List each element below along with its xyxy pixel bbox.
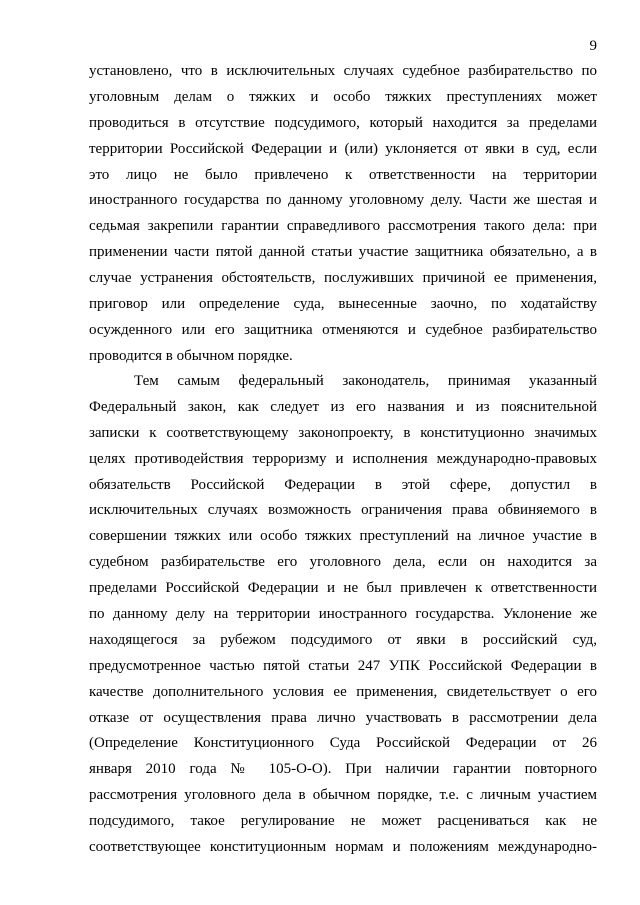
text-line: января 2010 года № 105-О-О). При наличии гарантии повторного [89,761,597,778]
text-line: седьмая закрепили гарантии справедливого рассмотрения такого дела: при [89,218,597,235]
text-line: находящегося за рубежом подсудимого от явки в российский суд, [89,631,597,648]
text-line: соответствующее конституционным нормам и положениям международно- [89,839,597,856]
text-line: осужденного или его защитника отменяются и судебное разбирательство [89,321,597,338]
paragraph-1 [89,59,597,370]
text-line: применении части пятой данной статьи участие защитника обязательно, а в [89,244,597,261]
text-line: (Определение Конституционного Суда Российской Федерации от 26 [89,735,597,752]
text-line: уголовным делам о тяжких и особо тяжких преступлениях может [89,88,597,105]
text-line: пределами Российской Федерации и не был привлечен к ответственности [89,580,597,597]
text-line: обязательств Российской Федерации в этой сфере, допустил в [89,476,597,493]
text-line: проводиться в отсутствие подсудимого, который находится за пределами [89,114,597,131]
page-number: 9 [589,38,597,54]
text-line: рассмотрения уголовного дела в обычном порядке, т.е. с личным участием [89,787,597,804]
text-line: территории Российской Федерации и (или) уклоняется от явки в суд, если [89,140,597,157]
text-line: записки к соответствующему законопроекту, в конституционно значимых [89,424,597,441]
text-line: предусмотренное частью пятой статьи 247 УПК Российской Федерации в [89,657,597,674]
text-line: отказе от осуществления права лично участвовать в рассмотрении дела [89,709,597,726]
text-line: судебном разбирательстве его уголовного дела, если он находится за [89,554,597,571]
text-line: Федеральный закон, как следует из его названия и из пояснительной [89,398,597,415]
text-line: случае устранения обстоятельств, послуживших причиной ее применения, [89,270,597,287]
text-line: иностранного государства по данному уголовному делу. Части же шестая и [89,192,597,209]
text-line: совершении тяжких или особо тяжких преступлений на личное участие в [89,528,597,545]
text-line: это лицо не было привлечено к ответственности на территории [89,166,597,183]
text-line: целях противодействия терроризму и исполнения международно-правовых [89,450,597,467]
text-line: Тем самым федеральный законодатель, принимая указанный [134,373,597,389]
text-line: подсудимого, такое регулирование не может расцениваться как не [89,813,597,830]
text-line: по данному делу на территории иностранного государства. Уклонение же [89,606,597,623]
text-line: проводится в обычном порядке. [89,347,293,364]
text-line: установлено, что в исключительных случаях судебное разбирательство по [89,63,597,79]
paragraph-2 [89,369,597,861]
text-line: исключительных случаях возможность ограничения права обвиняемого в [89,502,597,519]
text-line: качестве дополнительного условия ее применения, свидетельствует о его [89,683,597,700]
text-line: приговор или определение суда, вынесенные заочно, по ходатайству [89,296,597,313]
